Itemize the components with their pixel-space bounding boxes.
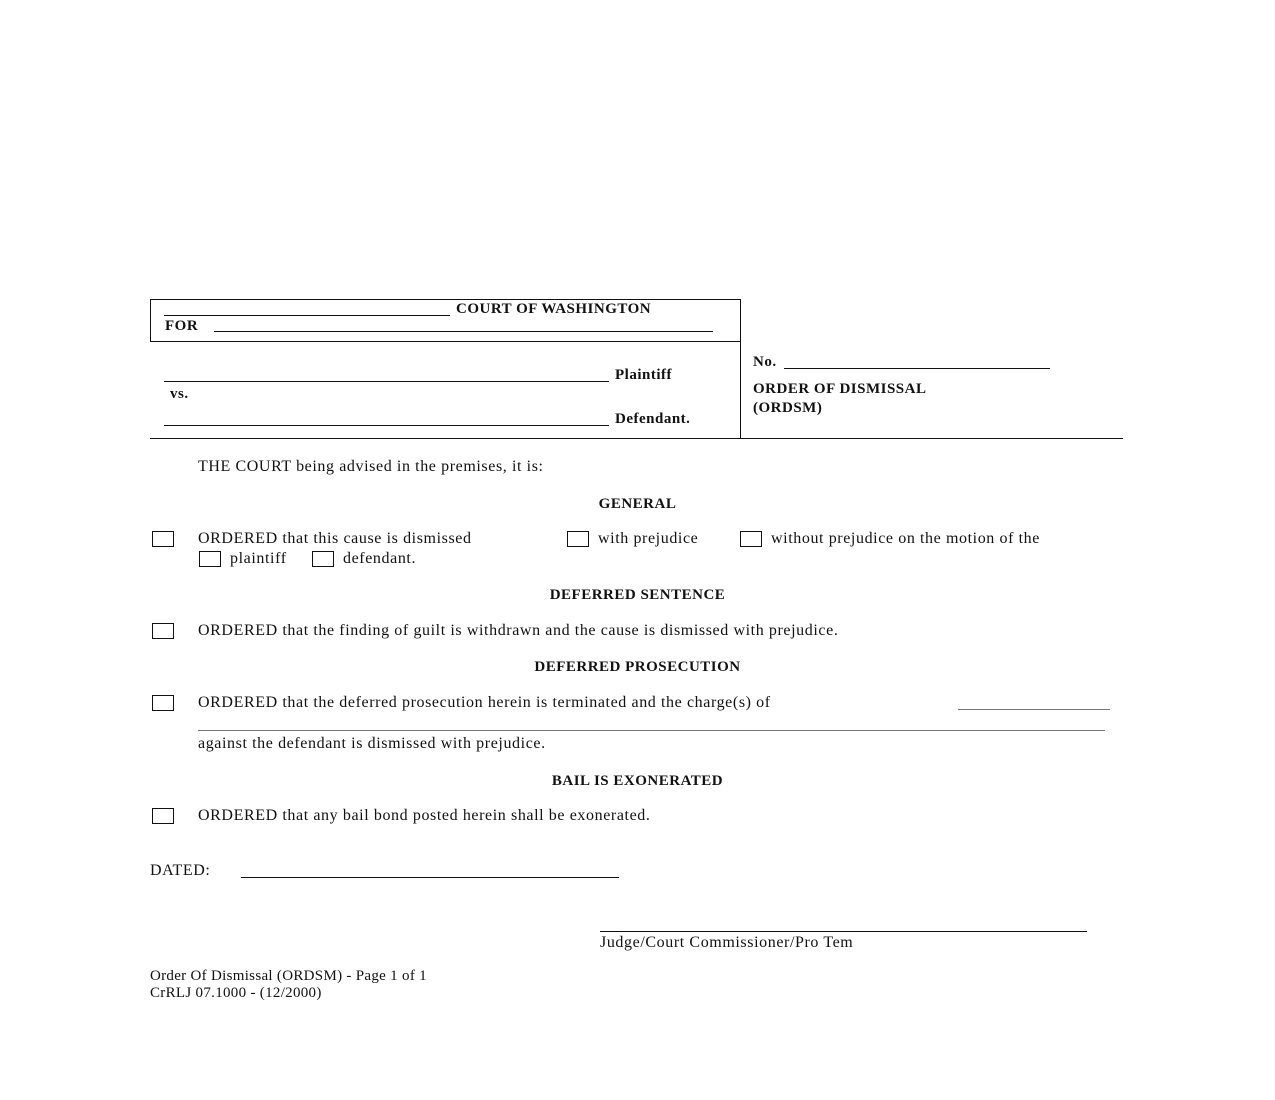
motion-plaintiff-label: plaintiff [230, 550, 287, 567]
deferred-sentence-heading: DEFERRED SENTENCE [549, 587, 726, 603]
motion-plaintiff-checkbox[interactable] [199, 551, 221, 567]
document-title: ORDER OF DISMISSAL [753, 381, 927, 397]
charges-field-2[interactable] [198, 730, 1105, 731]
deferred-prosecution-continuation: against the defendant is dismissed with prejudice. [198, 735, 546, 752]
deferred-prosecution-heading: DEFERRED PROSECUTION [534, 659, 741, 675]
caption-box-left [150, 299, 151, 342]
case-number-label: No. [753, 354, 777, 370]
motion-defendant-checkbox[interactable] [312, 551, 334, 567]
deferred-sentence-checkbox[interactable] [152, 623, 174, 639]
plaintiff-field[interactable] [164, 381, 609, 382]
with-prejudice-checkbox[interactable] [567, 531, 589, 547]
for-label: FOR [165, 318, 199, 334]
bail-checkbox[interactable] [152, 808, 174, 824]
general-ordered-text [198, 530, 472, 548]
general-checkbox[interactable] [152, 531, 174, 547]
charges-field-1[interactable] [958, 709, 1110, 710]
dated-label: DATED: [150, 862, 211, 879]
bail-heading: BAIL IS EXONERATED [551, 773, 724, 789]
general-ordered-label: ORDERED that this cause is dismissed [198, 530, 472, 547]
plaintiff-label: Plaintiff [615, 367, 672, 383]
caption-box-top [150, 299, 741, 300]
caption-bottom-rule [150, 438, 1123, 439]
defendant-label: Defendant. [615, 411, 691, 427]
footer-line-2: CrRLJ 07.1000 - (12/2000) [150, 985, 322, 1001]
signature-line[interactable] [600, 931, 1087, 932]
deferred-sentence-text: ORDERED that the finding of guilt is withdrawn and the cause is dismissed with prejudice. [198, 622, 839, 639]
caption-box-divider [150, 341, 741, 342]
without-prejudice-checkbox[interactable] [740, 531, 762, 547]
bail-text: ORDERED that any bail bond posted herein shall be exonerated. [198, 807, 651, 824]
caption-vertical-divider [740, 299, 741, 439]
court-name-field[interactable] [164, 315, 450, 316]
footer-line-1: Order Of Dismissal (ORDSM) - Page 1 of 1 [150, 968, 427, 984]
for-field[interactable] [214, 331, 713, 332]
signature-label: Judge/Court Commissioner/Pro Tem [600, 934, 854, 951]
intro-text: THE COURT being advised in the premises, it is: [198, 458, 544, 475]
general-heading: GENERAL [598, 496, 677, 512]
vs-label: vs. [170, 386, 189, 402]
deferred-prosecution-checkbox[interactable] [152, 695, 174, 711]
document-code: (ORDSM) [753, 400, 823, 416]
defendant-field[interactable] [164, 425, 609, 426]
deferred-prosecution-text: ORDERED that the deferred prosecution herein is terminated and the charge(s) of [198, 694, 771, 711]
dated-field[interactable] [241, 877, 619, 878]
with-prejudice-label: with prejudice [598, 530, 699, 547]
case-number-field[interactable] [784, 368, 1050, 369]
without-prejudice-label: without prejudice on the motion of the [771, 530, 1040, 547]
court-of-washington-label: COURT OF WASHINGTON [456, 301, 652, 317]
motion-defendant-label: defendant. [343, 550, 417, 567]
